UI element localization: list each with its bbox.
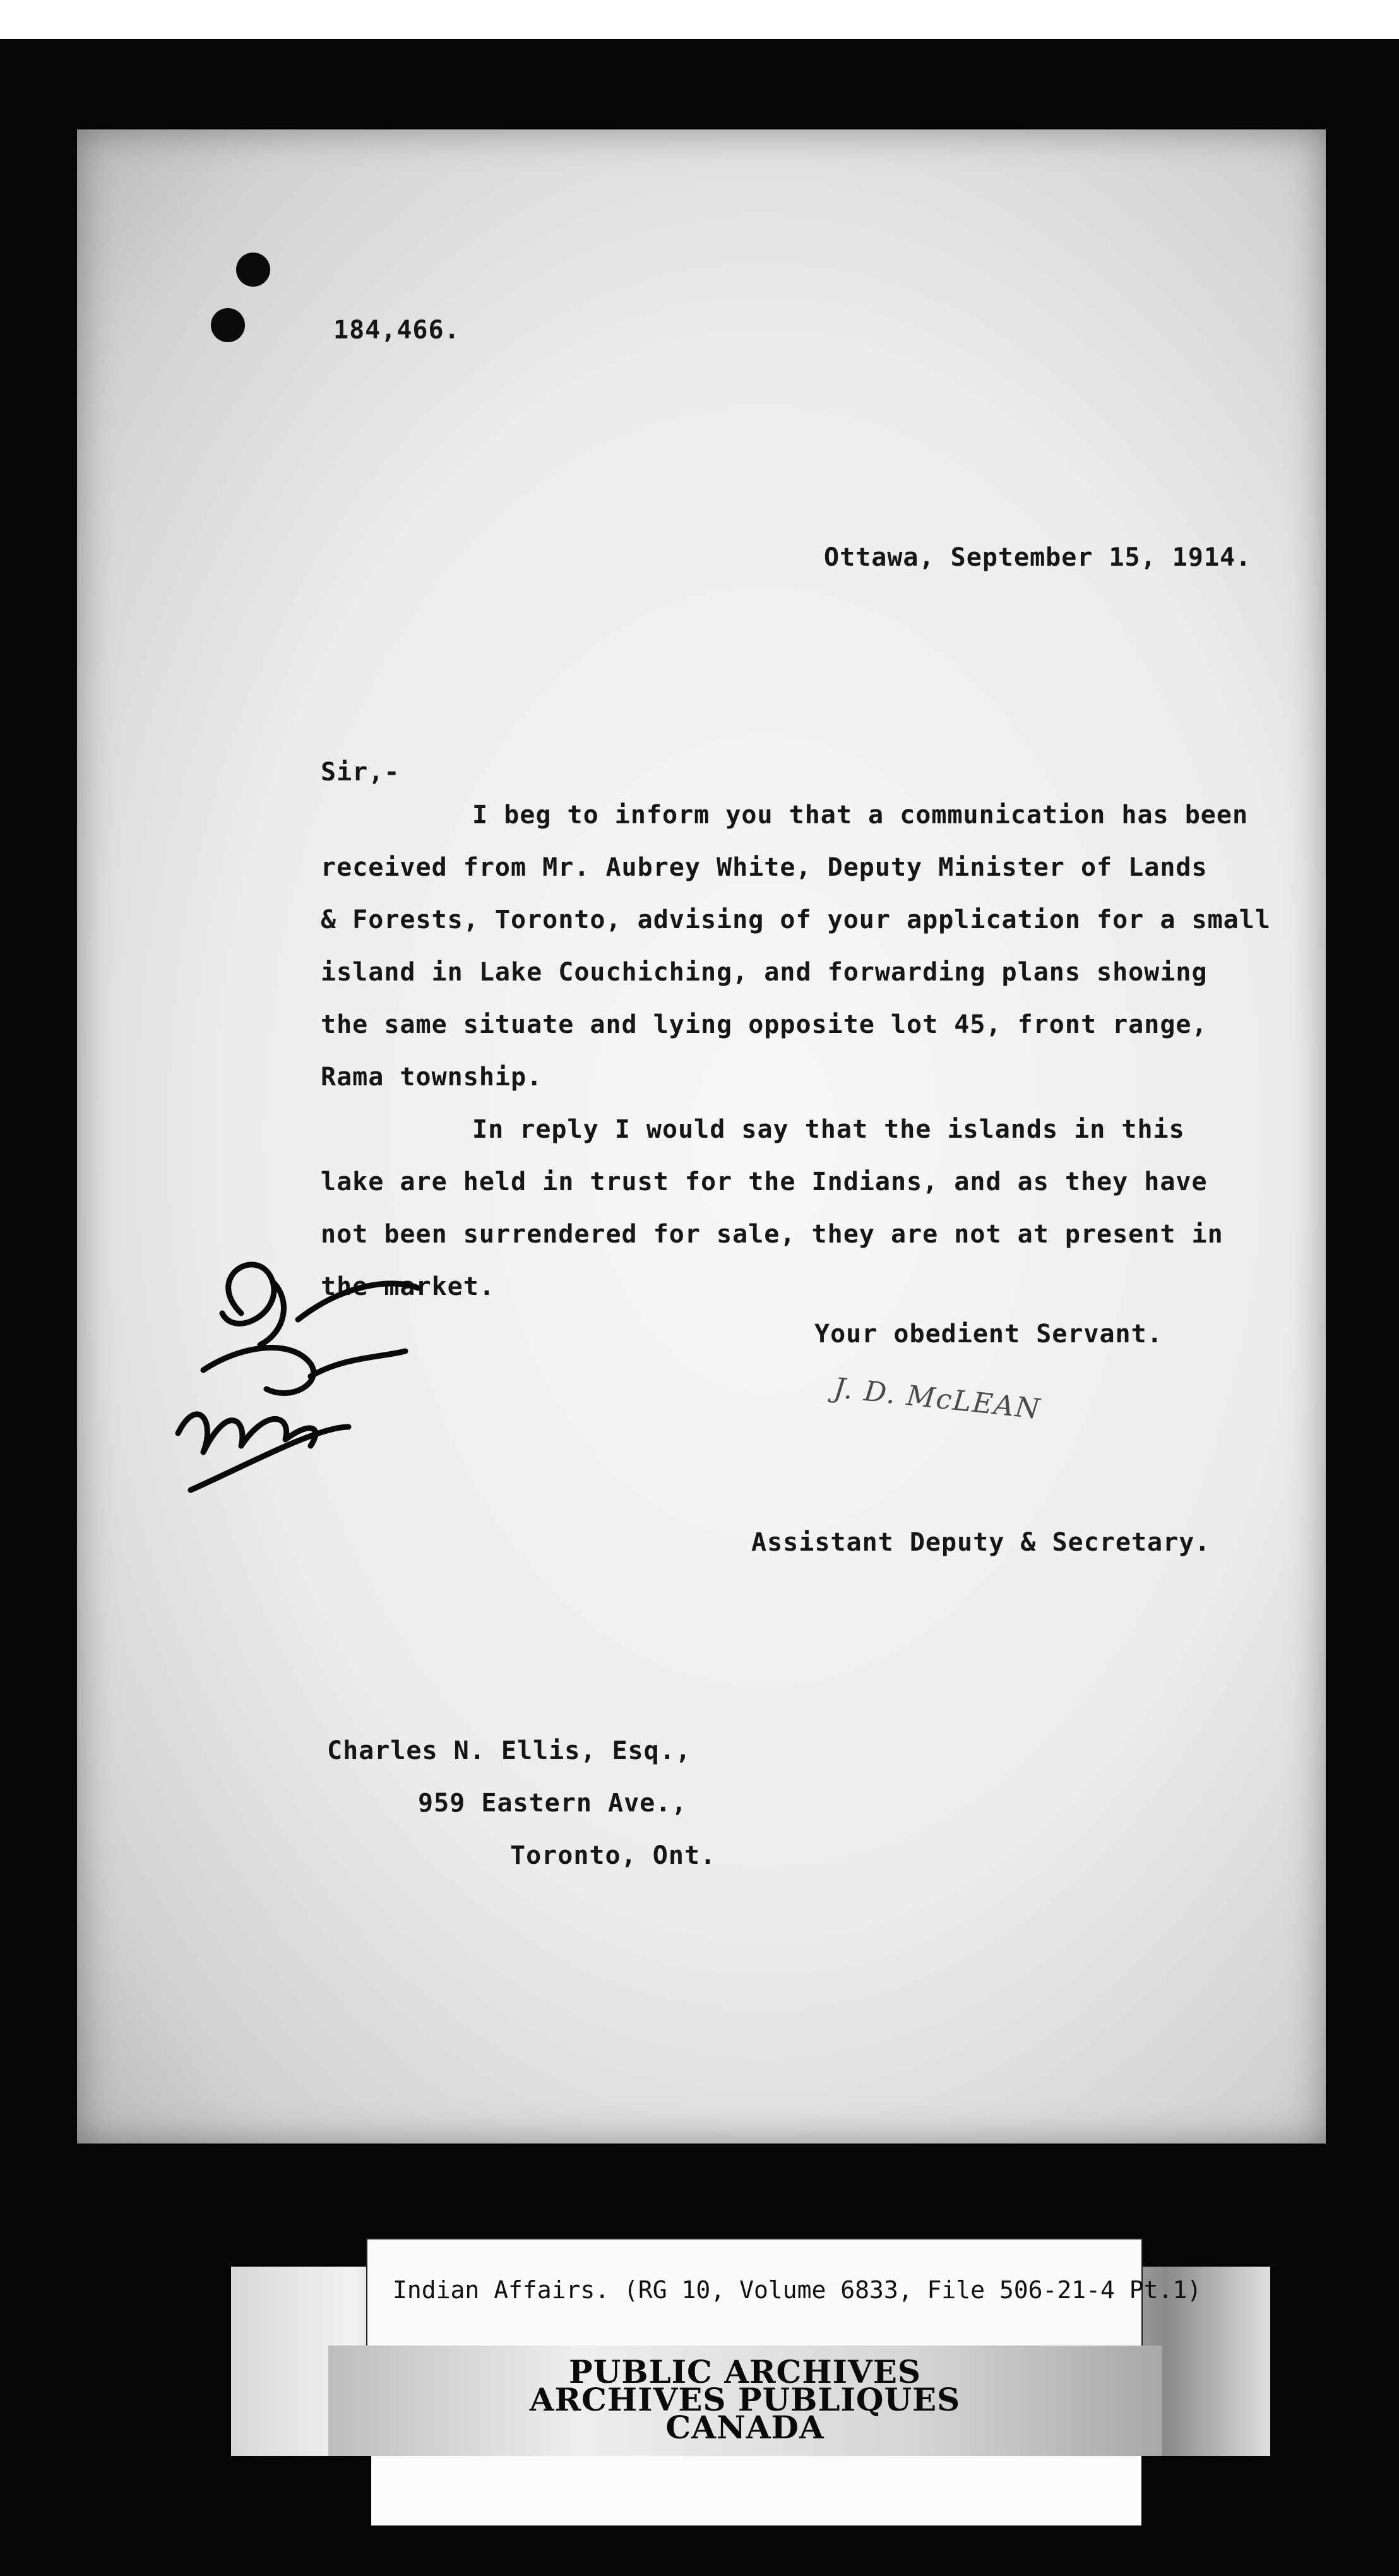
punch-hole-top [236,253,270,287]
body-line: I beg to inform you that a communication has been [472,801,1249,830]
dateline: Ottawa, September 15, 1914. [824,543,1252,572]
archive-reference-card [366,2238,1202,2348]
bottom-white-card [371,2456,1141,2525]
closing: Your obedient Servant. [814,1320,1163,1349]
signature-title: Assistant Deputy & Secretary. [751,1528,1211,1557]
handwritten-initials [165,1237,431,1541]
archive-reference: Indian Affairs. (RG 10, Volume 6833, File 506-21-4 Pt.1) [393,2276,1202,2304]
body-line: not been surrendered for sale, they are not at present in [321,1220,1223,1249]
body-line: island in Lake Couchiching, and forwarding plans showing [321,958,1208,987]
archive-stamp [328,2346,1162,2456]
archive-stamp-line: CANADA [665,2409,825,2446]
body-line: the market. [321,1272,495,1301]
body-line: Rama township. [321,1063,543,1092]
addressee-line: Toronto, Ont. [510,1841,717,1870]
body-line: lake are held in trust for the Indians, and as they have [321,1167,1208,1196]
body-line: the same situate and lying opposite lot 45, front range, [321,1010,1208,1039]
top-margin-strip [0,0,1399,39]
signature-stamp: J. D. McLEAN [832,1371,1042,1426]
body-line: In reply I would say that the islands in this [472,1115,1185,1144]
punch-hole-bottom [211,308,245,342]
addressee-line: Charles N. Ellis, Esq., [327,1736,691,1765]
body-line: received from Mr. Aubrey White, Deputy Minister of Lands [321,853,1208,882]
addressee-line: 959 Eastern Ave., [418,1789,688,1818]
archive-stamp-line: PUBLIC ARCHIVES [569,2353,921,2390]
file-number: 184,466. [333,316,460,345]
body-line: & Forests, Toronto, advising of your application for a small [321,905,1271,934]
archive-stamp-line: ARCHIVES PUBLIQUES [529,2381,961,2418]
salutation: Sir,- [321,758,400,787]
